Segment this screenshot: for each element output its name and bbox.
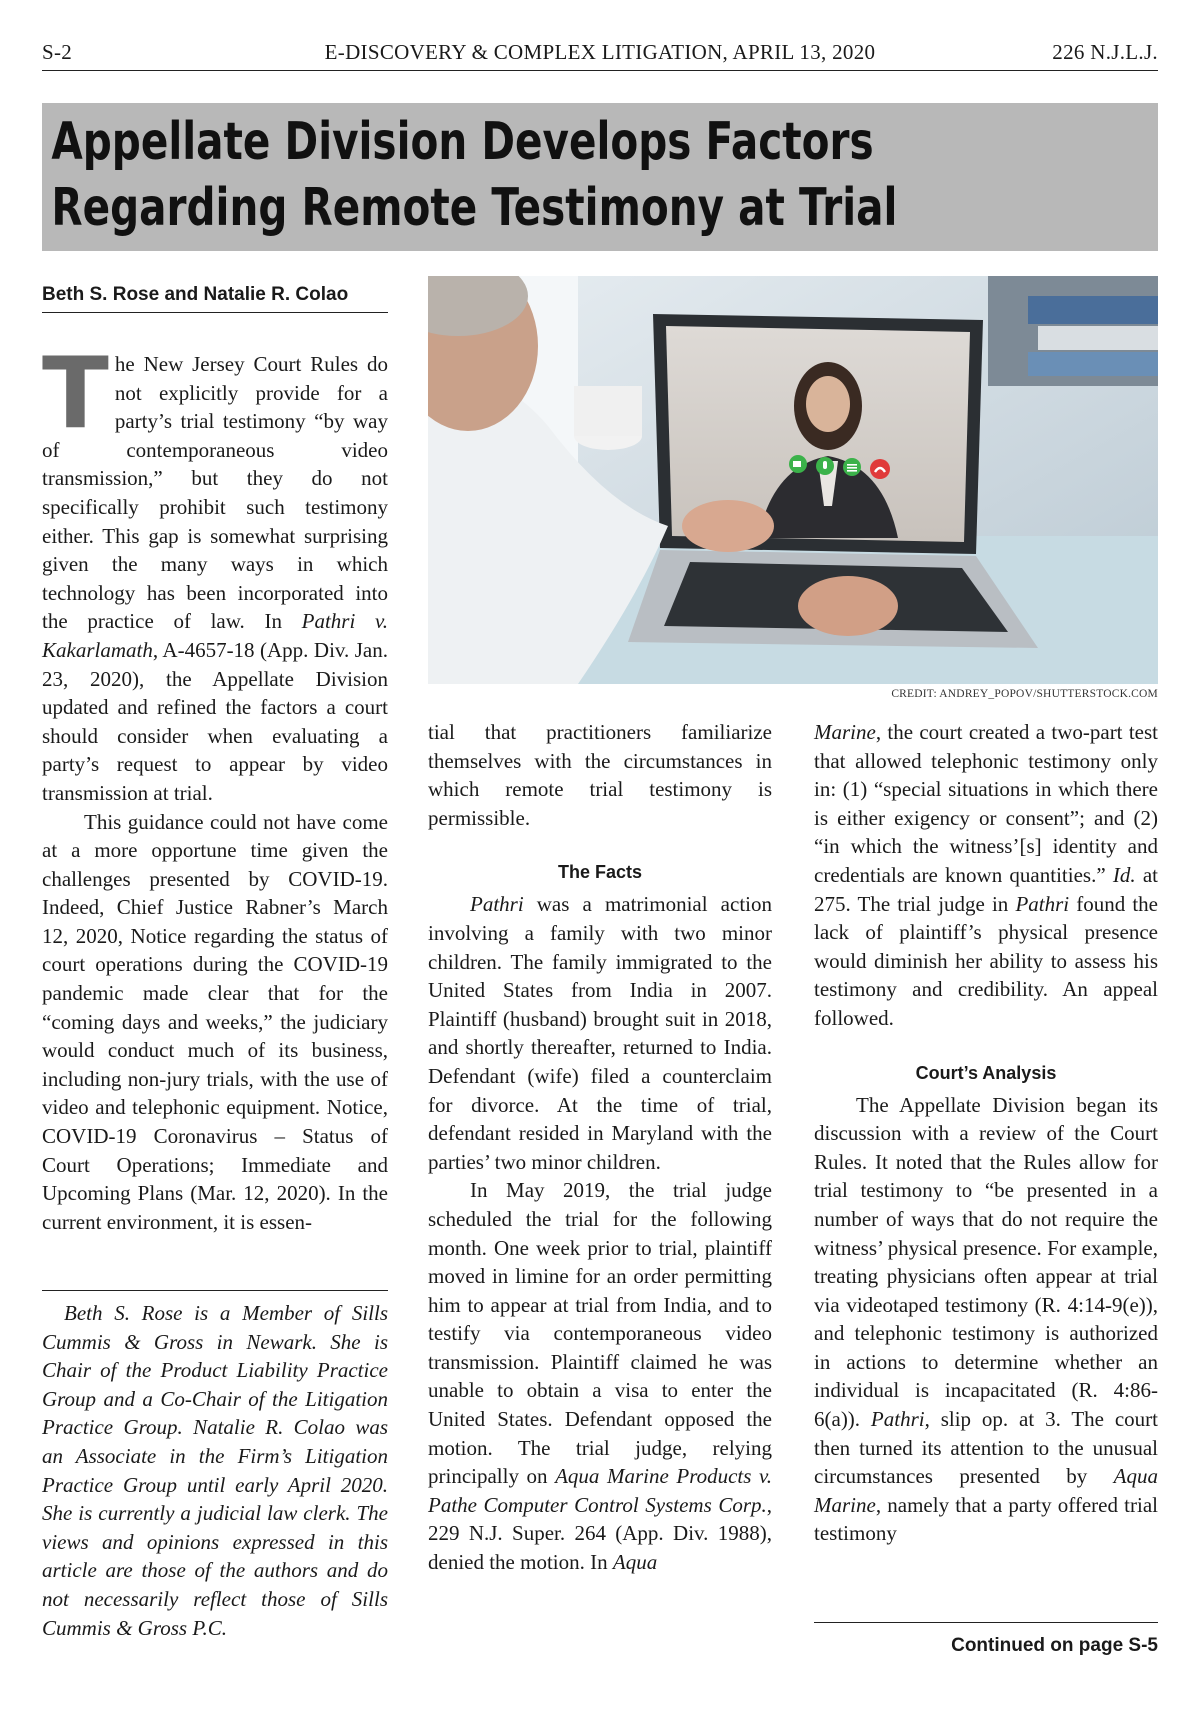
- section-heading-facts: The Facts: [557, 862, 643, 883]
- running-header: [42, 38, 1158, 71]
- drop-cap: T: [42, 337, 109, 451]
- paragraph: Pathri was a matrimonial action involving a family with two minor children. The family immigrated to the United States from India in 2007. Plaintiff (husband) brought suit in 2018, and shortly thereafter, returned to India. Defendant (wife) filed a counterclaim for divorce. At the time of trial, defendant resided in Maryland with the parties’ two minor children.: [428, 892, 772, 1174]
- paragraph: tial that practitioners familiarize themselves with the circumstances in which remote trial testimony is permissible.: [428, 720, 772, 830]
- case-citation: Pathri v. Kakarlamath: [42, 609, 388, 662]
- photo-credit: CREDIT: ANDREY_POPOV/SHUTTERSTOCK.COM: [891, 688, 1158, 700]
- volume-citation: 226 N.J.L.J.: [1052, 40, 1158, 64]
- paragraph: The Appellate Division began its discussion with a review of the Court Rules. It noted that the Rules allow for trial testimony to “be presented in a number of ways that do not require the witness’ physical presence. For example, treating physicians often appear at trial via videotaped testimony (R. 4:14-9(e)), and telephonic testimony is authorized in actions to determine whether an individual is incapacitated (R. 4:86-6(a)). Pathri, slip op. at 3. The court then turned its attention to the unusual circumstances presented by Aqua Marine, namely that a party offered trial testimony: [814, 1092, 1158, 1546]
- paragraph: This guidance could not have come at a more opportune time given the challenges presented by COVID-19. Indeed, Chief Justice Rabner’s March 12, 2020, Notice regarding the status of court operations during the COVID-19 pandemic made clear that for the “coming days and weeks,” the judiciary would conduct much of its business, including non-jury trials, with the use of video and telephonic equipment. Notice, COVID-19 Coronavirus – Status of Court Operations; Immediate and Upcoming Plans (Mar. 12, 2020). In the current environment, it is essen-: [42, 809, 388, 1234]
- case-citation: Aqua Marine Products v. Pathe Computer Control Systems Corp.: [428, 1464, 772, 1517]
- section-heading-analysis: Court’s Analysis: [915, 1062, 1057, 1083]
- headline: [42, 103, 912, 241]
- id-citation: Id.: [1112, 862, 1136, 887]
- headline-line-2: Regarding Remote Testimony at Trial: [51, 178, 898, 238]
- author-bio: [42, 1290, 388, 1642]
- case-citation: Pathri: [870, 1407, 925, 1432]
- author-bio-text: Beth S. Rose is a Member of Sills Cummis & Gross in Newark. She is Chair of the Product Liability Practice Group and a Co-Chair of the Litigation Practice Group. Natalie R. Colao was an Associate in the Firm’s Litigation Practice Group until early April 2020. She is currently a judicial law clerk. The views and opinions expressed in this article are those of the authors and do not necessarily reflect those of Sills Cummis & Gross P.C.: [42, 1301, 388, 1640]
- headline-box: [42, 103, 1158, 251]
- section-title: E-DISCOVERY & COMPLEX LITIGATION, APRIL 13, 2020: [324, 40, 876, 64]
- case-citation: Aqua: [612, 1550, 658, 1575]
- column-1: [42, 337, 388, 1236]
- case-citation: Aqua Marine: [814, 1464, 1158, 1517]
- paragraph: Marine, the court created a two-part test that allowed telephonic testimony only in: (1) “special situations in which there is either exigency or consent”; and (2) “in which the witness’[s] identity and credentials are known quantities.” Id. at 275. The trial judge in Pathri found the lack of plaintiff’s physical presence would diminish her ability to assess his testimony and credibility. An appeal followed.: [814, 720, 1159, 1030]
- intro-paragraph: The New Jersey Court Rules do not explicitly provide for a party’s trial testimony “by way of contemporaneous video transmission,” but they do not specifically prohibit such testimony either. This gap is somewhat surprising given the many ways in which technology has been incorporated into the practice of law. In Pathri v. Kakarlamath, A-4657-18 (App. Div. Jan. 23, 2020), the Appellate Division updated and refined the factors a court should consider when evaluating a party’s request to appear by video transmission at trial.: [42, 337, 388, 805]
- continued-link[interactable]: Continued on page S-5: [814, 1622, 1158, 1657]
- microphone-icon: [816, 457, 834, 475]
- case-citation: Pathri: [1015, 891, 1070, 916]
- page-number: S-2: [42, 40, 73, 64]
- headline-line-1: Appellate Division Develops Factors: [51, 112, 874, 172]
- paragraph: In May 2019, the trial judge scheduled the trial for the following month. One week prior to trial, plaintiff moved in limine for an order permitting him to appear at trial from India, and to testify via contemporaneous video transmission. Plaintiff claimed he was unable to obtain a visa to enter the United States. Defendant opposed the motion. The trial judge, relying principally on Aqua Marine Products v. Pathe Computer Control Systems Corp., 229 N.J. Super. 264 (App. Div. 1988), denied the motion. In Aqua: [428, 1178, 772, 1575]
- case-citation: Pathri: [470, 892, 524, 917]
- case-citation: Marine: [814, 720, 876, 744]
- column-3: [814, 718, 1158, 1548]
- column-2: [428, 718, 772, 1577]
- video-camera-icon: [789, 455, 807, 473]
- phone-hangup-icon: [870, 459, 890, 479]
- byline: Beth S. Rose and Natalie R. Colao: [42, 284, 388, 313]
- chat-list-icon: [843, 458, 861, 476]
- article-photo: [428, 276, 1158, 684]
